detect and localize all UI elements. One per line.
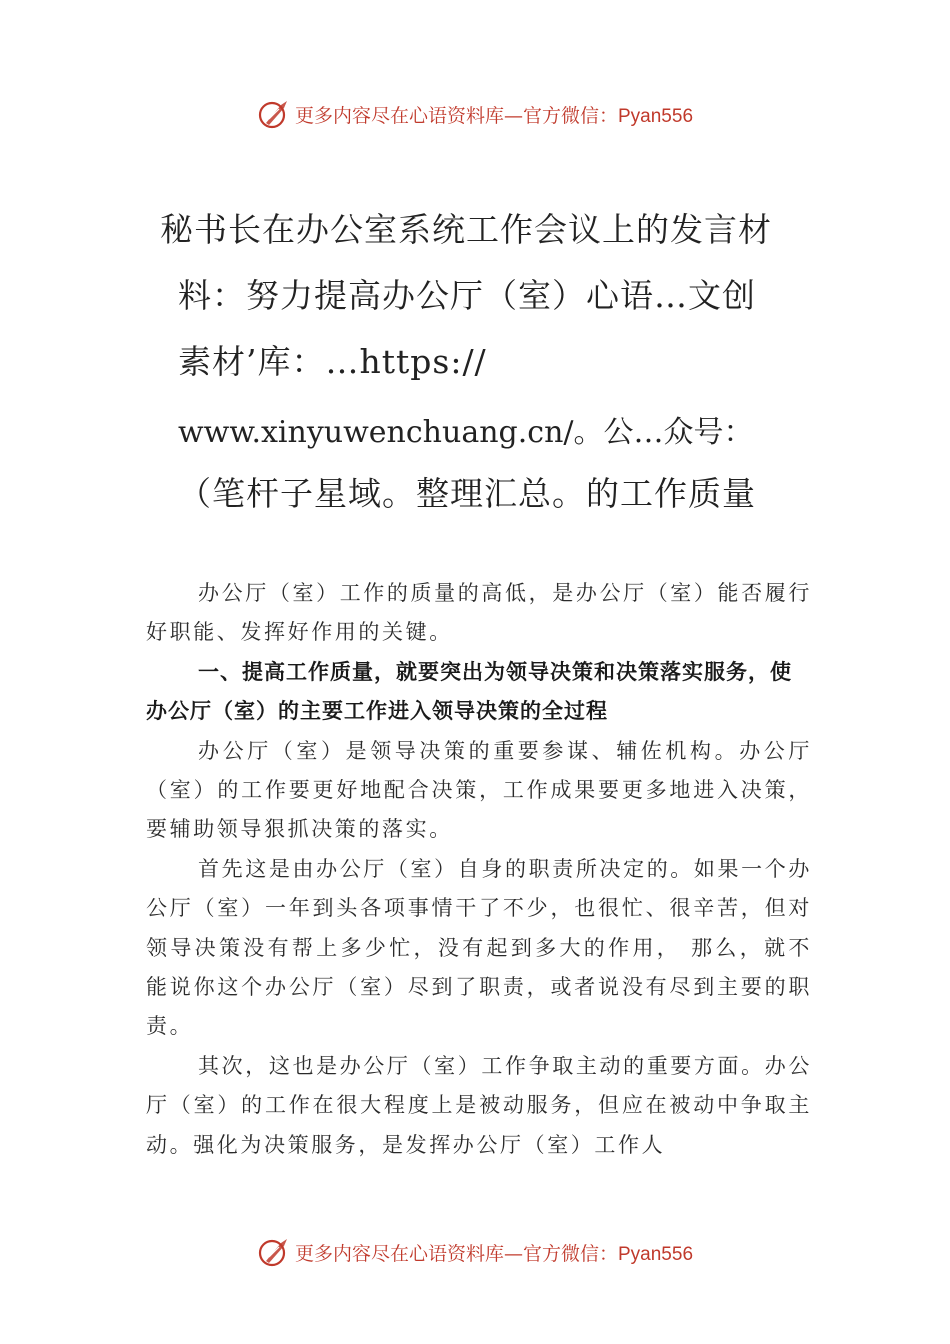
banner-wechat-label: 官方微信： <box>522 1242 618 1265</box>
title-line-5: （笔杆子星域。整理汇总。的工作质量 <box>178 474 756 513</box>
paragraph-1: 办公厅（室）工作的质量的高低，是办公厅（室）能否履行好职能、发挥好作用的关键。 <box>146 581 812 645</box>
banner-text <box>295 1239 693 1266</box>
title-line-2: 料：努力提高办公厅（室）心语…文创 <box>178 276 756 315</box>
banner-library-text: 更多内容尽在心语资料库 <box>294 1242 504 1265</box>
document-body <box>146 574 812 1165</box>
banner-wechat-label: 官方微信： <box>522 104 618 127</box>
banner-wechat-id: Pyan556 <box>618 1243 694 1265</box>
title-line-3: 素材’库：…https:// <box>178 342 487 381</box>
banner-wechat-id: Pyan556 <box>618 105 694 127</box>
banner-text <box>295 101 693 128</box>
title-line-1: 秘书长在办公室系统工作会议上的发言材 <box>160 210 772 249</box>
paragraph-2: 办公厅（室）是领导决策的重要参谋、辅佐机构。办公厅（室）的工作要更好地配合决策，工作成果要更多地进入决策，要辅助领导狠抓决策的落实。 <box>146 738 812 842</box>
title-line-4: www.xinyuwenchuang.cn/。公…众号： <box>178 415 754 450</box>
banner-separator: — <box>503 104 523 127</box>
header-banner <box>0 94 950 134</box>
paragraph-3: 首先这是由办公厅（室）自身的职责所决定的。如果一个办公厅（室）一年到头各项事情干了不少，也很忙、很辛苦，但对领导决策没有帮上多少忙，没有起到多大的作用， 那么，就不能说你这个办公厅（室）尽到了职责，或者说没有尽到主要的职责。 <box>146 856 812 1039</box>
paragraph-4: 其次，这也是办公厅（室）工作争取主动的重要方面。办公厅（室）的工作在很大程度上是被动服务，但应在被动中争取主动。强化为决策服务，是发挥办公厅（室）工作人 <box>146 1053 812 1157</box>
quill-pen-logo-icon <box>257 97 291 131</box>
footer-banner <box>0 1232 950 1272</box>
banner-separator: — <box>503 1242 523 1265</box>
quill-pen-logo-icon <box>257 1235 291 1269</box>
section-heading-1: 一、提高工作质量，就要突出为领导决策和决策落实服务，使办公厅（室）的主要工作进入领导决策的全过程 <box>146 659 792 724</box>
banner-library-text: 更多内容尽在心语资料库 <box>294 104 504 127</box>
